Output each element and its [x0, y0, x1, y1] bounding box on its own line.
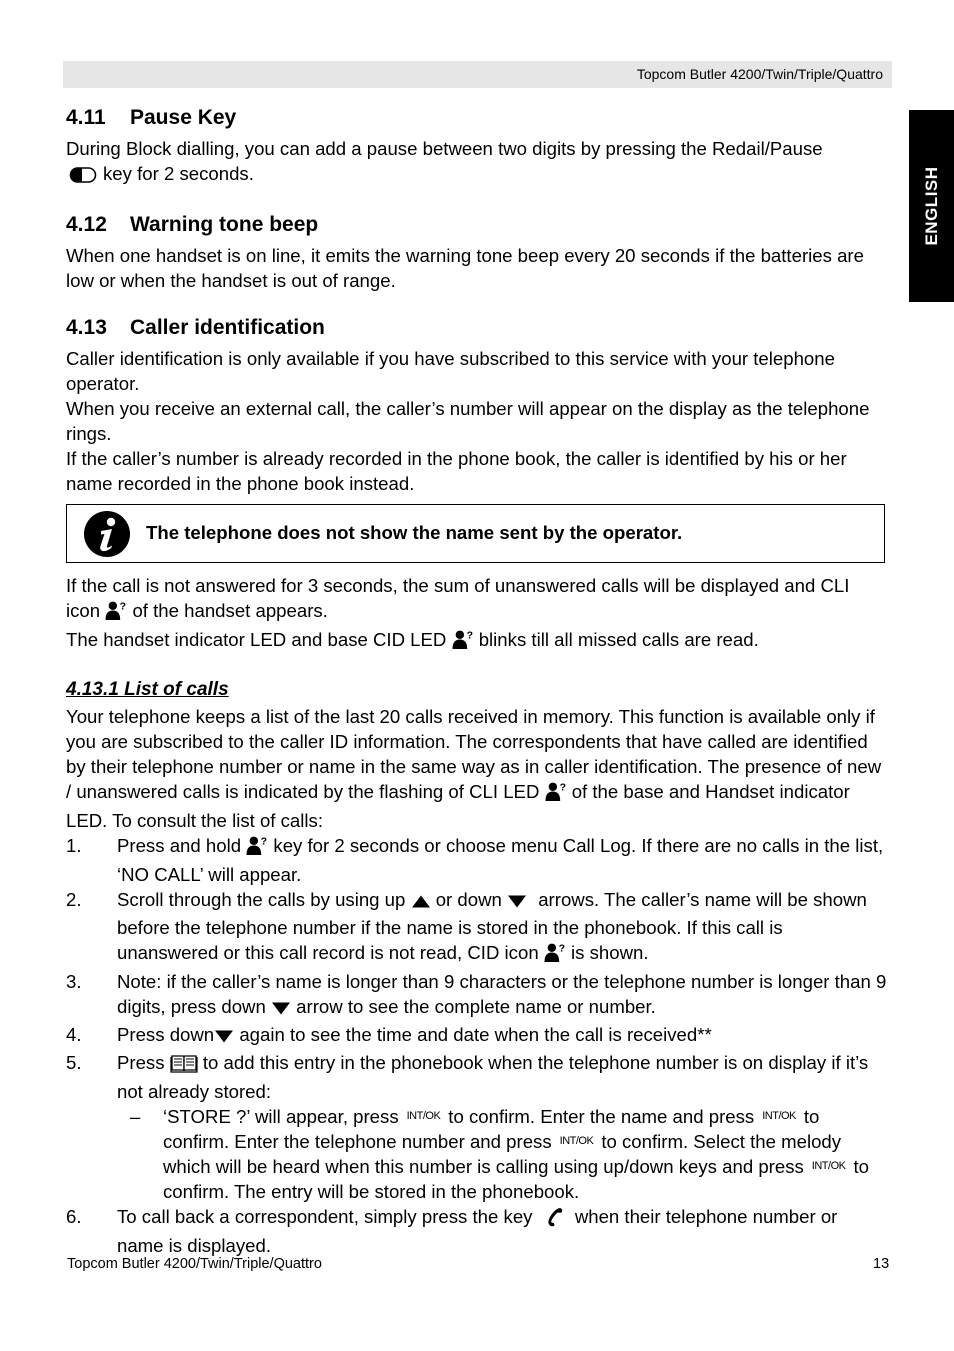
header-title: Topcom Butler 4200/Twin/Triple/Quattro	[636, 66, 883, 82]
step-number: 2.	[66, 889, 82, 910]
text: To call back a correspondent, simply press the key	[117, 1206, 533, 1227]
step-number: 1.	[66, 835, 82, 856]
text: to confirm. The entry will be stored in the phonebook.	[163, 1156, 869, 1202]
text: is shown.	[571, 942, 649, 963]
language-tab	[909, 110, 954, 302]
list-of-calls-intro	[66, 704, 888, 833]
text: to confirm. Select the melody which will be heard when this number is calling using up/down keys and press	[163, 1131, 842, 1177]
text: Scroll through the calls by using up	[117, 889, 406, 910]
text: when their telephone number or name is displayed.	[117, 1206, 838, 1256]
info-note-box	[66, 504, 885, 563]
caller-id-paragraph-2: When you receive an external call, the caller’s number will appear on the display as the telephone rings.	[66, 398, 870, 444]
text: Your telephone keeps a list of the last 20 calls received in memory. This function is available only if you are subscribed to the caller ID information. The correspondents that have called are identified by their telephone number or name in the same way as in caller identification. The presence of new / unanswered calls is indicated by the flashing of CLI LED	[66, 706, 882, 802]
section-4-11-heading	[66, 104, 888, 132]
text: to confirm. Enter the telephone number and press	[163, 1106, 820, 1152]
section-title: Warning tone beep	[130, 213, 319, 236]
note-text: The telephone does not show the name sent by the operator.	[146, 522, 683, 543]
list-item	[66, 1204, 888, 1258]
text: If the call is not answered for 3 seconds, the sum of unanswered calls will be displayed and CLI icon	[66, 575, 850, 621]
int-ok-key-icon: INT/OK	[811, 1160, 846, 1172]
int-ok-key-icon: INT/OK	[559, 1135, 594, 1147]
text: of the handset appears.	[132, 600, 328, 621]
footer-title: Topcom Butler 4200/Twin/Triple/Quattro	[67, 1256, 322, 1272]
cli-icon	[452, 629, 474, 656]
text: ‘STORE ?’ will appear, press	[163, 1106, 399, 1127]
list-item	[66, 1050, 888, 1204]
section-title: Caller identification	[130, 316, 325, 339]
list-item	[66, 969, 888, 1022]
cli-icon	[544, 942, 566, 969]
down-arrow-icon	[271, 997, 291, 1022]
text: Press and hold	[117, 835, 242, 856]
caller-id-paragraph-1: Caller identification is only available if you have subscribed to this service with your telephone operator.	[66, 348, 835, 394]
text: to add this entry in the phonebook when the telephone number is on display if it’s not already stored:	[117, 1052, 869, 1102]
text: to confirm. Enter the name and press	[448, 1106, 755, 1127]
step-number: 4.	[66, 1024, 82, 1045]
text: Press	[117, 1052, 165, 1073]
int-ok-key-icon: INT/OK	[406, 1110, 441, 1122]
header-bar	[63, 61, 892, 88]
unanswered-calls-paragraph	[66, 573, 888, 627]
page-content	[66, 104, 888, 1258]
list-item	[66, 1022, 888, 1050]
int-ok-key-icon: INT/OK	[762, 1110, 796, 1122]
store-sub-step	[117, 1104, 888, 1204]
text: During Block dialling, you can add a pause between two digits by pressing the Redail/Pause	[66, 138, 823, 159]
info-icon	[83, 510, 131, 564]
cli-icon	[246, 835, 268, 862]
text: Note: if the caller’s name is longer than 9 characters or the telephone number is longer than 9 digits, press down	[117, 971, 887, 1017]
pause-key-paragraph	[66, 136, 888, 190]
step-number: 3.	[66, 971, 82, 992]
page-number: 13	[873, 1256, 890, 1272]
caller-id-paragraph-3: If the caller’s number is already recorded in the phone book, the caller is identified by his or her name recorded in the phone book instead.	[66, 448, 847, 494]
up-arrow-icon	[411, 890, 431, 915]
down-arrow-icon	[507, 890, 527, 915]
text: arrow to see the complete name or number.	[296, 996, 656, 1017]
warning-tone-paragraph: When one handset is on line, it emits the warning tone beep every 20 seconds if the batteries are low or when the handset is out of range.	[66, 245, 864, 291]
pause-key-icon	[69, 165, 97, 190]
dash-mark: –	[130, 1106, 141, 1127]
call-key-icon	[546, 1207, 564, 1233]
phonebook-icon	[170, 1053, 198, 1079]
cli-icon	[105, 600, 127, 627]
section-title: Pause Key	[130, 106, 237, 129]
list-item	[66, 833, 888, 887]
text: arrows. The caller’s name will be shown before the telephone number if the name is stored in the phonebook. If this call is unanswered or this call record is not read, CID icon	[117, 889, 867, 963]
down-arrow-icon	[214, 1025, 234, 1050]
cli-icon	[545, 781, 567, 808]
text: key for 2 seconds or choose menu Call Log. If there are no calls in the list, ‘NO CALL’ will appear.	[117, 835, 884, 885]
text: again to see the time and date when the call is received**	[239, 1024, 712, 1045]
led-paragraph	[66, 627, 888, 656]
step-number: 5.	[66, 1052, 82, 1073]
step-number: 6.	[66, 1206, 82, 1227]
section-number: 4.12	[66, 213, 107, 236]
text: or down	[435, 889, 502, 910]
section-number: 4.13	[66, 316, 107, 339]
steps-list	[66, 833, 888, 1258]
text: key for 2 seconds.	[103, 163, 254, 184]
list-of-calls-heading: 4.13.1 List of calls	[66, 679, 229, 700]
text: The handset indicator LED and base CID LED	[66, 629, 447, 650]
text: Press down	[117, 1024, 215, 1045]
text: of the base and Handset indicator LED. To consult the list of calls:	[66, 781, 850, 831]
text: blinks till all missed calls are read.	[478, 629, 759, 650]
language-tab-label: ENGLISH	[921, 166, 941, 246]
list-item	[66, 887, 888, 969]
section-number: 4.11	[66, 106, 106, 129]
section-4-13-heading	[66, 314, 888, 342]
section-4-12-heading	[66, 211, 888, 239]
